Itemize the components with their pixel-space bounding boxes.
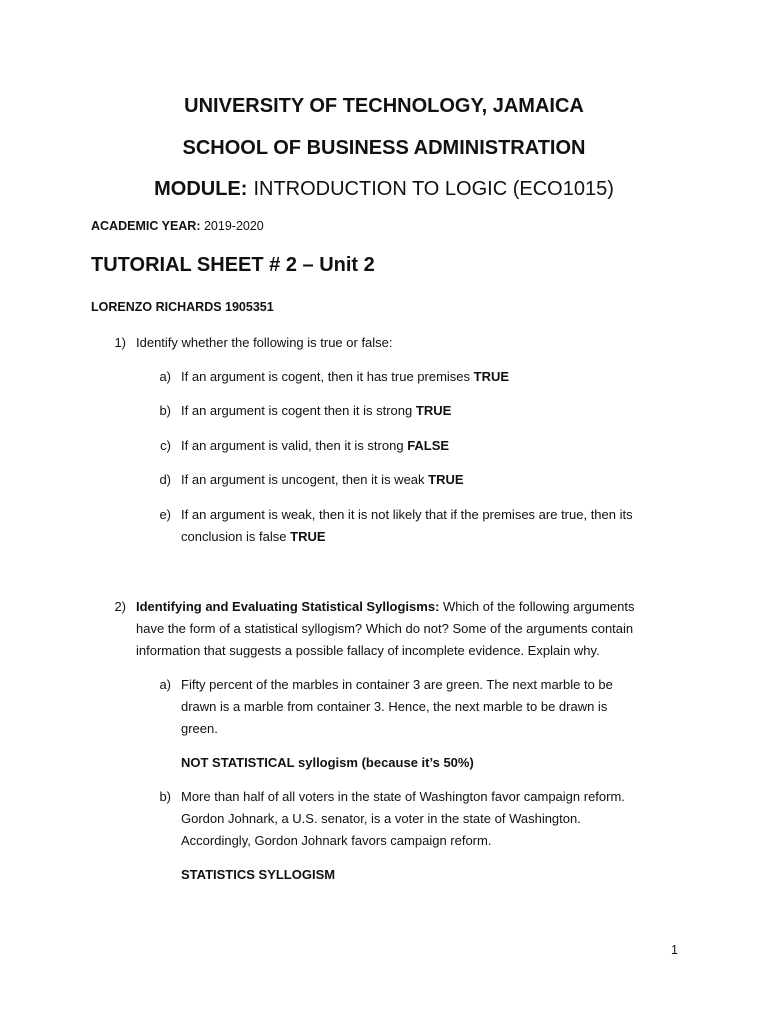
question-1-number: 1)	[114, 335, 126, 350]
document-page: UNIVERSITY OF TECHNOLOGY, JAMAICA SCHOOL OF BUSINESS ADMINISTRATION MODULE: INTRODUCTION TO LOGIC (ECO1015) ACADEMIC YEAR: 2019-2020 TUTORIAL SHEET # 2 – Unit 2 LORENZO RICHARDS 1905351 1) Identify whether the following is true or false: a) If an argument is cogent, then it has true premises TRUE b) If an argument is cogent then it is strong TRUE c) If an argument is valid, then it is strong FALSE d) If an argument is uncogent, then it is weak TRUE e) If an argument is weak, then it is not likely that if the premises are true, then its conclusion is false TRUE 2) Identifying and Evaluating Statistical Syllogisms: Which of the following arguments have the form of a statistical syllogism? Which do not? Some of the arguments contain information that suggests a possible fallacy of incomplete evidence. Explain why. a) Fifty percent of the marbles in container 3 are green. The next marble to be drawn is a marble from container 3. Hence, the next marble to be drawn is green. NOT STATISTICAL syllogism (because it’s 50%) b) More than half of all voters in the state of Washington favor campaign reform. Gordon Johnark, a U.S. senator, is a voter in the state of Washington. Accordingly, Gordon Johnark favors campaign reform. STATISTICS SYLLOGISM 1	[0, 0, 768, 1024]
page-number: 1	[671, 943, 678, 957]
answer: TRUE	[473, 369, 510, 384]
academic-year	[91, 219, 264, 233]
tutorial-title: TUTORIAL SHEET # 2 – Unit 2	[91, 254, 375, 276]
question-2-number: 2)	[114, 599, 126, 614]
answer: TRUE	[415, 403, 452, 418]
answer: STATISTICS SYLLOGISM	[181, 867, 336, 882]
academic-year-value: 2019-2020	[203, 219, 264, 233]
school-title: SCHOOL OF BUSINESS ADMINISTRATION	[182, 137, 586, 159]
module-line	[0, 178, 768, 201]
student-name: LORENZO RICHARDS 1905351	[91, 300, 274, 314]
question-1-prompt: Identify whether the following is true or false:	[136, 335, 393, 350]
answer: NOT STATISTICAL syllogism (because it’s 50%)	[181, 755, 474, 770]
module-value: INTRODUCTION TO LOGIC (ECO1015)	[253, 178, 614, 200]
question-2-heading: Identifying and Evaluating Statistical Syllogisms:	[136, 599, 440, 614]
university-title: UNIVERSITY OF TECHNOLOGY, JAMAICA	[184, 95, 584, 117]
answer: TRUE	[290, 529, 326, 544]
academic-year-label: ACADEMIC YEAR:	[91, 219, 201, 233]
answer: TRUE	[428, 472, 464, 487]
answer: FALSE	[407, 438, 450, 453]
module-label: MODULE:	[154, 178, 248, 200]
